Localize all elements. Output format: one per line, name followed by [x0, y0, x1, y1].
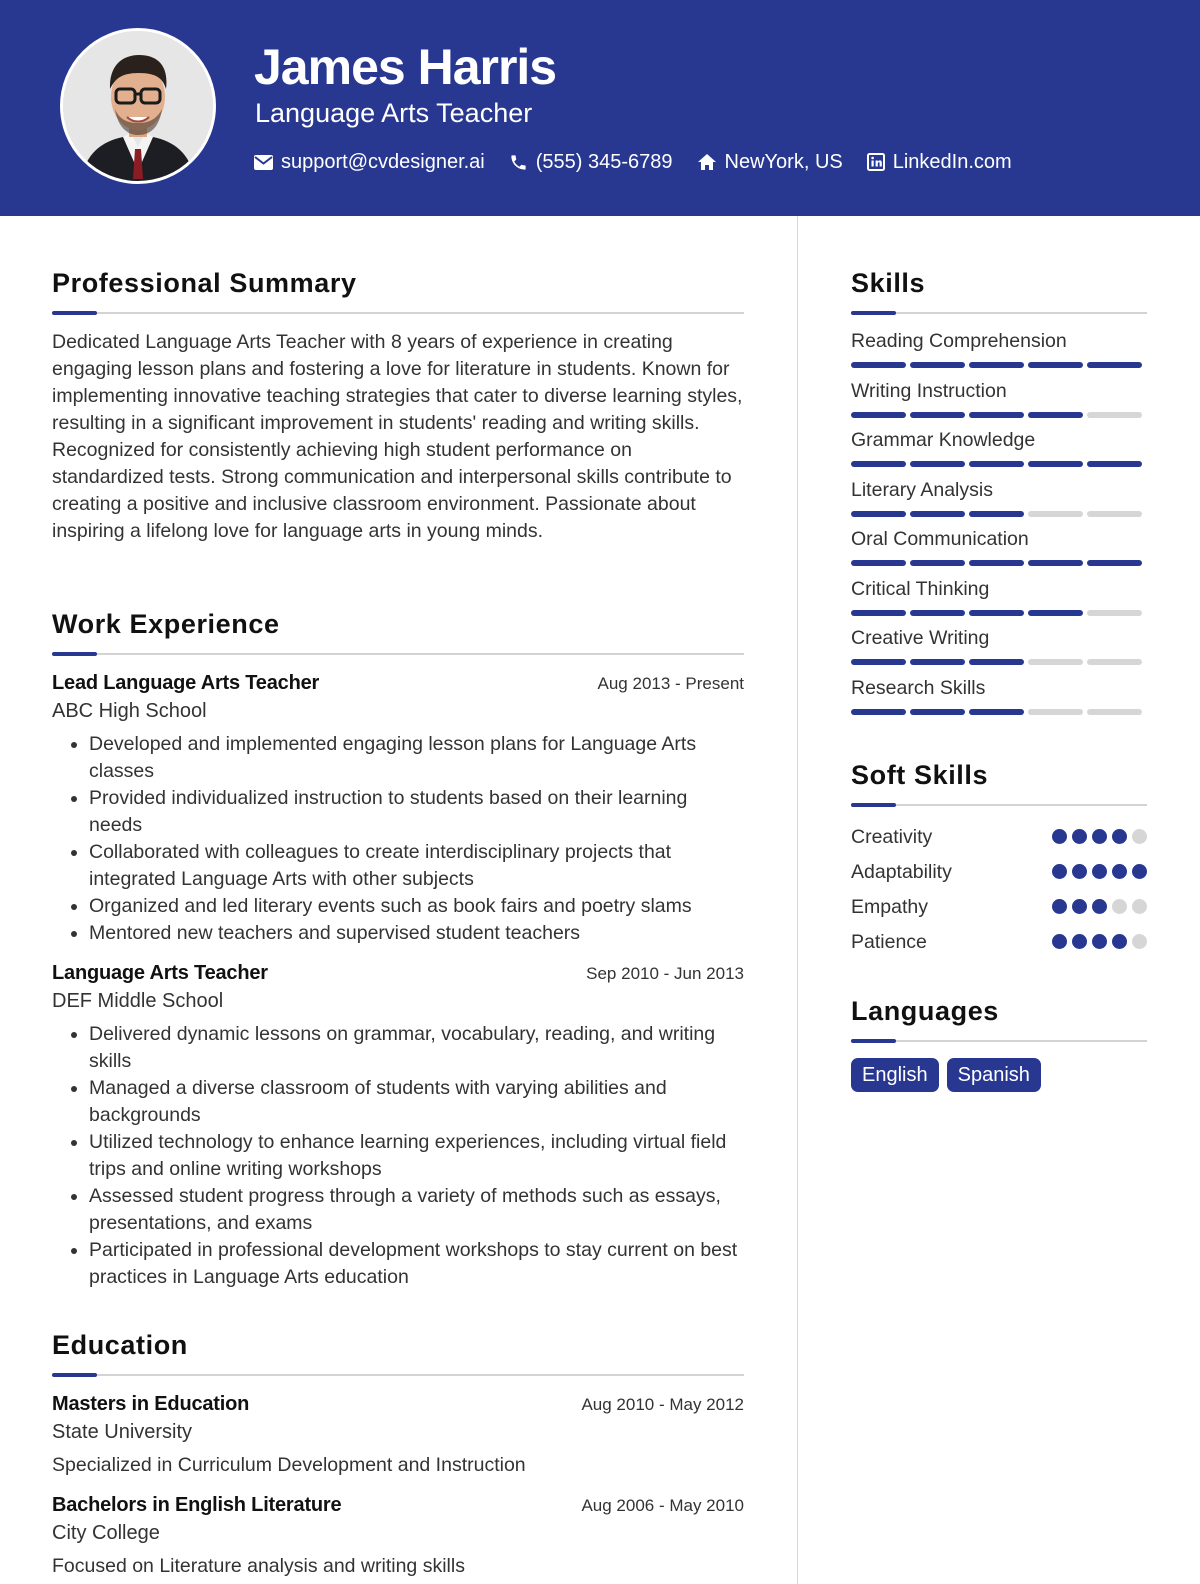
skill-name: Research Skills [851, 676, 986, 699]
skill-segment-filled [851, 511, 906, 517]
skill-segment-filled [851, 461, 906, 467]
skills-heading: Skills [851, 268, 926, 298]
skill-name: Writing Instruction [851, 379, 1007, 402]
rating-dot-filled [1072, 864, 1087, 879]
skill-segment-filled [851, 709, 906, 715]
job-dates: Aug 2013 - Present [597, 674, 744, 693]
phone-icon [509, 153, 528, 172]
skill-level-bar [851, 610, 1147, 616]
skill-item [851, 477, 1147, 527]
soft-skill-name: Adaptability [851, 860, 952, 883]
rating-dot-filled [1072, 899, 1087, 914]
profile-photo [60, 28, 216, 184]
skill-name: Reading Comprehension [851, 330, 1067, 352]
skill-segment-filled [1028, 362, 1083, 368]
skill-segment-filled [969, 461, 1024, 467]
location-text: NewYork, US [724, 151, 843, 173]
email-text: support@cvdesigner.ai [281, 151, 485, 173]
skill-segment-empty [1087, 709, 1142, 715]
experience-section [52, 607, 744, 1291]
education-description: Specialized in Curriculum Development and Instruction [52, 1454, 526, 1476]
rating-dot-empty [1132, 899, 1147, 914]
column-divider [797, 216, 798, 1584]
languages-section [851, 994, 1147, 1092]
skill-segment-empty [1028, 659, 1083, 665]
section-rule [52, 312, 744, 314]
rating-dot-filled [1112, 829, 1127, 844]
section-rule [851, 804, 1147, 806]
skill-item [851, 625, 1147, 675]
skill-segment-empty [1028, 511, 1083, 517]
soft-skills-list [851, 819, 1147, 959]
skill-name: Grammar Knowledge [851, 429, 1036, 451]
skill-segment-filled [851, 610, 906, 616]
skill-item [851, 576, 1147, 626]
education-dates: Aug 2006 - May 2010 [581, 1496, 744, 1515]
skill-segment-filled [969, 659, 1024, 665]
education-section [52, 1328, 744, 1580]
skill-segment-filled [969, 362, 1024, 368]
education-description: Focused on Literature analysis and writing skills [52, 1555, 465, 1577]
skill-segment-filled [910, 461, 965, 467]
skill-segment-filled [910, 412, 965, 418]
contact-phone[interactable] [509, 146, 673, 178]
job-organization: DEF Middle School [52, 990, 224, 1012]
skill-level-bar [851, 511, 1147, 517]
job-entry [52, 959, 744, 1291]
rating-dot-filled [1112, 864, 1127, 879]
skill-segment-filled [1087, 560, 1142, 566]
bullet-item: • Collaborated with colleagues to create interdisciplinary projects that integrated Language Arts with other subjects [89, 839, 744, 893]
rating-dot-filled [1072, 829, 1087, 844]
candidate-title: Language Arts Teacher [255, 98, 533, 128]
soft-skills-section [851, 758, 1147, 959]
job-organization: ABC High School [52, 700, 207, 722]
skill-segment-filled [969, 560, 1024, 566]
skill-segment-filled [1028, 560, 1083, 566]
language-tag: Spanish [947, 1058, 1041, 1092]
experience-heading: Work Experience [52, 609, 280, 639]
rating-dot-empty [1132, 934, 1147, 949]
bullet-item: • Provided individualized instruction to students based on their learning needs [89, 785, 744, 839]
section-rule [52, 1374, 744, 1376]
education-entry [52, 1390, 744, 1479]
soft-skill-name: Creativity [851, 825, 933, 848]
skill-level-bar [851, 659, 1147, 665]
skill-segment-empty [1087, 610, 1142, 616]
bullet-item: • Assessed student progress through a variety of methods such as essays, presentations, and exams [89, 1183, 744, 1237]
home-icon [697, 153, 717, 171]
skill-name: Creative Writing [851, 627, 990, 649]
skill-level-bar [851, 412, 1147, 418]
job-title: Language Arts Teacher [52, 962, 268, 984]
skill-segment-empty [1087, 412, 1142, 418]
skill-segment-filled [910, 659, 965, 665]
bullet-item: • Mentored new teachers and supervised student teachers [89, 920, 744, 947]
skill-segment-empty [1087, 511, 1142, 517]
person-portrait-icon [63, 31, 213, 181]
skill-segment-filled [1028, 461, 1083, 467]
skill-item [851, 675, 1147, 725]
skill-segment-filled [910, 362, 965, 368]
education-heading: Education [52, 1330, 188, 1360]
soft-skill-item [851, 854, 1147, 889]
skill-name: Literary Analysis [851, 478, 993, 501]
skill-segment-filled [851, 412, 906, 418]
skill-segment-filled [969, 511, 1024, 517]
rating-dot-filled [1092, 934, 1107, 949]
resume-header [0, 0, 1200, 216]
envelope-icon [254, 155, 273, 170]
bullet-item: • Delivered dynamic lessons on grammar, vocabulary, reading, and writing skills [89, 1021, 744, 1075]
skill-segment-filled [1028, 412, 1083, 418]
contact-location [697, 146, 843, 178]
soft-skill-name: Patience [851, 930, 927, 953]
languages-heading: Languages [851, 996, 999, 1026]
rating-dot-filled [1112, 934, 1127, 949]
skills-section [851, 266, 1147, 724]
skill-item [851, 378, 1147, 428]
skill-level-bar [851, 461, 1147, 467]
skill-item [851, 526, 1147, 576]
skill-segment-filled [851, 659, 906, 665]
soft-skill-item [851, 924, 1147, 959]
rating-dot-filled [1052, 864, 1067, 879]
job-bullets [52, 1021, 744, 1291]
skill-segment-filled [910, 511, 965, 517]
candidate-name: James Harris [254, 39, 557, 95]
bullet-item: • Organized and led literary events such as book fairs and poetry slams [89, 893, 744, 920]
bullet-item: • Participated in professional development workshops to stay current on best practices in Language Arts education [89, 1237, 744, 1291]
soft-skills-heading: Soft Skills [851, 760, 989, 790]
summary-text: Dedicated Language Arts Teacher with 8 years of experience in creating engaging lesson plans and fostering a love for literature in students. Known for implementing innovative teaching strategies that cater to diverse learning styles, resulting in a significant improvement in students' reading and writing skills. Recognized for consistently achieving high student performance on standardized tests. Strong communication and interpersonal skills contribute to creating a positive and inclusive classroom environment. Passionate about inspiring a lifelong love for language arts in young minds. [52, 331, 743, 542]
skill-segment-filled [969, 709, 1024, 715]
degree-title: Masters in Education [52, 1393, 250, 1415]
degree-title: Bachelors in English Literature [52, 1494, 342, 1516]
rating-dot-filled [1092, 864, 1107, 879]
rating-dot-empty [1132, 829, 1147, 844]
skill-segment-filled [910, 610, 965, 616]
contact-email[interactable] [254, 146, 485, 178]
skill-item [851, 328, 1147, 378]
rating-dot-filled [1092, 899, 1107, 914]
rating-dot-empty [1112, 899, 1127, 914]
skill-segment-empty [1028, 709, 1083, 715]
language-tag: English [851, 1058, 939, 1092]
section-rule [851, 1040, 1147, 1042]
contact-linkedin[interactable] [867, 146, 1012, 178]
bullet-item: • Managed a diverse classroom of students with varying abilities and backgrounds [89, 1075, 744, 1129]
skills-list [851, 328, 1147, 724]
school-name: State University [52, 1421, 193, 1443]
education-dates: Aug 2010 - May 2012 [581, 1395, 744, 1414]
rating-dot-filled [1052, 934, 1067, 949]
skill-level-bar [851, 560, 1147, 566]
rating-dot-filled [1132, 864, 1147, 879]
skill-segment-filled [910, 709, 965, 715]
soft-skill-rating [1052, 934, 1147, 949]
skill-segment-filled [969, 412, 1024, 418]
language-tags [851, 1058, 1147, 1092]
job-title: Lead Language Arts Teacher [52, 672, 320, 694]
school-name: City College [52, 1522, 160, 1544]
skill-segment-filled [910, 560, 965, 566]
soft-skill-item [851, 889, 1147, 924]
skill-segment-filled [1028, 610, 1083, 616]
soft-skill-name: Empathy [851, 895, 928, 918]
section-rule [52, 653, 744, 655]
bullet-item: • Developed and implemented engaging lesson plans for Language Arts classes [89, 731, 744, 785]
skill-segment-filled [851, 560, 906, 566]
skill-level-bar [851, 709, 1147, 715]
rating-dot-filled [1072, 934, 1087, 949]
soft-skill-item [851, 819, 1147, 854]
soft-skill-rating [1052, 864, 1147, 879]
skill-segment-filled [851, 362, 906, 368]
skill-name: Critical Thinking [851, 577, 990, 600]
summary-section [52, 266, 744, 545]
soft-skill-rating [1052, 829, 1147, 844]
rating-dot-filled [1052, 829, 1067, 844]
skill-segment-filled [1087, 362, 1142, 368]
skill-level-bar [851, 362, 1147, 368]
job-entry [52, 669, 744, 947]
linkedin-icon [867, 153, 885, 171]
education-entry [52, 1491, 744, 1580]
skill-item [851, 427, 1147, 477]
section-rule [851, 312, 1147, 314]
contact-bar [254, 146, 1012, 178]
linkedin-text: LinkedIn.com [892, 151, 1012, 173]
job-bullets [52, 731, 744, 947]
rating-dot-filled [1092, 829, 1107, 844]
job-dates: Sep 2010 - Jun 2013 [586, 964, 744, 983]
skill-segment-empty [1087, 659, 1142, 665]
summary-heading: Professional Summary [52, 268, 357, 298]
skill-name: Oral Communication [851, 528, 1029, 550]
soft-skill-rating [1052, 899, 1147, 914]
skill-segment-filled [969, 610, 1024, 616]
bullet-item: • Utilized technology to enhance learning experiences, including virtual field trips and online writing workshops [89, 1129, 744, 1183]
rating-dot-filled [1052, 899, 1067, 914]
phone-text: (555) 345-6789 [535, 151, 673, 173]
skill-segment-filled [1087, 461, 1142, 467]
